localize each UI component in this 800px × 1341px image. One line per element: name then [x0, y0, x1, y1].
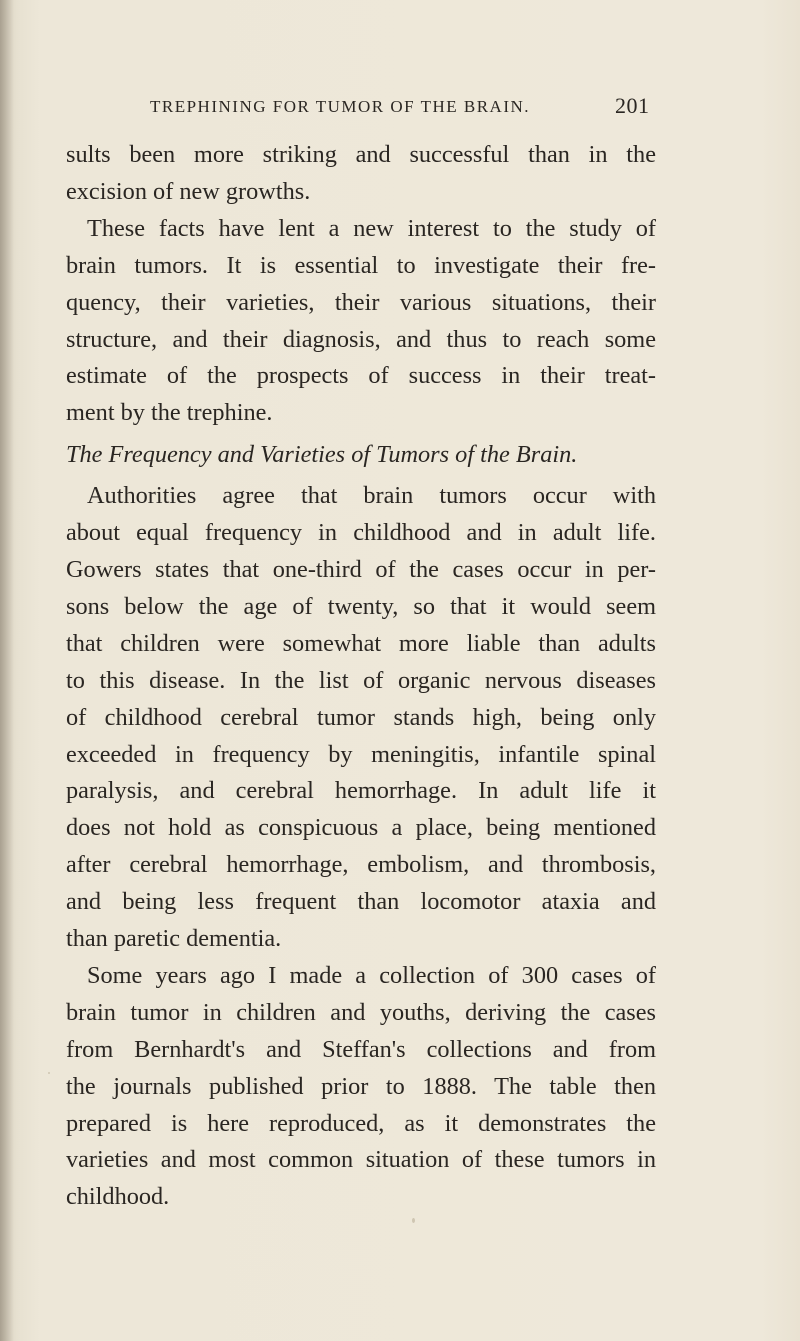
- text-line: sons below the age of twenty, so that it would seem: [66, 592, 656, 620]
- text-line: Some years ago I made a collection of 300 cases of: [87, 961, 656, 989]
- text-line: quency, their varieties, their various situations, their: [66, 288, 656, 316]
- paragraph: [66, 958, 656, 1216]
- paper-speck: [412, 1218, 415, 1223]
- text-line: the journals published prior to 1888. The table then: [66, 1072, 656, 1100]
- page-number: 201: [615, 93, 650, 118]
- text-line: prepared is here reproduced, as it demonstrates the: [66, 1109, 656, 1137]
- body-text: [66, 137, 656, 1216]
- text-line: and being less frequent than locomotor ataxia and: [66, 888, 656, 916]
- text-line: that children were somewhat more liable than adults: [66, 629, 656, 657]
- text-line: about equal frequency in childhood and in adult life.: [66, 519, 656, 547]
- text-line: childhood.: [66, 1183, 170, 1211]
- paper-speck: [48, 1072, 50, 1074]
- text-line: does not hold as conspicuous a place, being mentioned: [66, 814, 656, 842]
- paragraph: [66, 478, 656, 958]
- text-line: varieties and most common situation of these tumors in: [66, 1146, 656, 1174]
- paragraph: [66, 137, 656, 211]
- running-head: TREPHINING FOR TUMOR OF THE BRAIN.: [150, 97, 531, 116]
- text-line: from Bernhardt's and Steffan's collections and from: [66, 1035, 656, 1063]
- paragraph: [66, 211, 656, 432]
- text-line: estimate of the prospects of success in their treat-: [66, 362, 656, 390]
- text-line: sults been more striking and successful than in the: [66, 141, 656, 168]
- text-line: brain tumor in children and youths, deriving the cases: [66, 998, 656, 1026]
- text-line: Authorities agree that brain tumors occur with: [87, 482, 656, 510]
- text-line: after cerebral hemorrhage, embolism, and thrombosis,: [66, 851, 656, 879]
- text-line: structure, and their diagnosis, and thus to reach some: [66, 325, 656, 353]
- text-line: exceeded in frequency by meningitis, infantile spinal: [66, 740, 656, 768]
- text-line: These facts have lent a new interest to the study of: [87, 214, 656, 242]
- section-heading: The Frequency and Varieties of Tumors of the Brain.: [66, 441, 578, 469]
- text-line: paralysis, and cerebral hemorrhage. In adult life it: [66, 777, 656, 805]
- text-line: of childhood cerebral tumor stands high, being only: [66, 703, 656, 731]
- text-line: than paretic dementia.: [66, 925, 282, 953]
- text-line: excision of new growths.: [66, 177, 311, 205]
- text-line: ment by the trephine.: [66, 399, 273, 427]
- page-spine-shadow: [0, 0, 14, 1341]
- text-line: brain tumors. It is essential to investigate their fre-: [66, 251, 656, 279]
- text-line: Gowers states that one-third of the cases occur in per-: [66, 555, 656, 583]
- text-line: to this disease. In the list of organic nervous diseases: [66, 666, 656, 694]
- page-header: [150, 93, 650, 123]
